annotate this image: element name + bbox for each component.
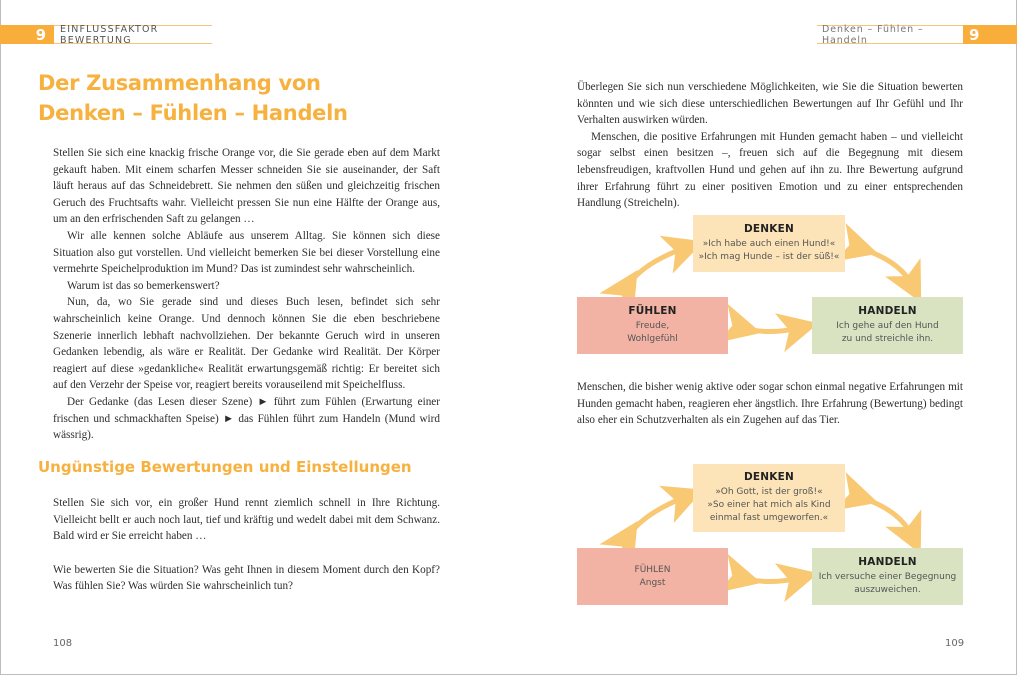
title-line: Denken – Fühlen – Handeln	[38, 101, 348, 125]
box-heading: HANDELN	[858, 305, 917, 317]
diagram-negative-cycle	[577, 464, 963, 604]
box-text: einmal fast umgeworfen.«	[709, 513, 829, 523]
box-text: Ich versuche einer Begegnung	[818, 572, 957, 582]
fuehlen-box	[577, 297, 728, 354]
paragraph: Der Gedanke (das Lesen dieser Szene) ► führt zum Fühlen (Erwartung einer frischen und schmackhaften Speise) ► das Fühlen führt zum Handeln (Mund wird wässrig).	[53, 395, 440, 442]
chapter-number-badge: 9	[0, 25, 54, 44]
denken-box	[693, 215, 845, 272]
handeln-box	[812, 548, 963, 605]
box-text: Angst	[639, 577, 666, 588]
paragraph: Stellen Sie sich vor, ein großer Hund rennt ziemlich schnell in Ihre Richtung. Vielleicht bellt er auch noch laut, tief und kräftig und wedelt dabei mit dem Schwanz. Bald wird er Sie erreicht haben …	[53, 497, 440, 543]
paragraph: Wie bewerten Sie die Situation? Was geht Ihnen in diesem Moment durch den Kopf? Was fühlen Sie? Was würden Sie wahrscheinlich tun?	[53, 563, 440, 593]
paragraph: Nun, da, wo Sie gerade sind und dieses Buch lesen, befindet sich sehr wahrscheinlich keine Orange. Und dennoch können Sie die eben beschriebene Szenerie innerlich lebhaft nachvollziehen. Der bekannte Geruch wird in unseren Gedanken lebendig, als wäre er Realität. Der Gedanke wird Realität. Der Körper reagiert auf diese »gedankliche« Realität erwartungsgemäß richtig: Er bereitet sich auf den Verzehr der Speise vor, reagiert bereits vorauseilend mit Speichelfluss.	[53, 296, 440, 392]
paragraph: Überlegen Sie sich nun verschiedene Möglichkeiten, wie Sie die Situation bewerten könnten und wie sich diese unterschiedlichen Bewertungen auf Ihr Gefühl und Ihr Verhalten auswirken würden.	[577, 81, 963, 127]
box-heading: FÜHLEN	[634, 564, 671, 575]
page-number: 109	[945, 638, 965, 649]
page-edge	[0, 0, 1, 675]
running-header-left	[0, 25, 212, 44]
box-heading: FÜHLEN	[628, 305, 677, 317]
chapter-title: EINFLUSSFAKTOR BEWERTUNG	[54, 25, 212, 44]
handeln-box	[812, 297, 963, 354]
box-text: »Ich habe auch einen Hund!«	[702, 239, 836, 249]
body-text-section	[53, 495, 440, 595]
title-line: Der Zusammenhang von	[38, 71, 321, 95]
paragraph: Stellen Sie sich eine knackig frische Orange vor, die Sie gerade eben auf dem Markt gekauft haben. Mit einem scharfen Messer schneiden Sie sie auseinander, der Saft läuft heraus auf das Schneidebrett. Sie nehmen den süßen und gleichzeitig frischen Geruch des Fruchtsafts wahr. Vielleicht pressen Sie nun eine Hälfte der Orange aus, um an den erfrischenden Saft zu gelangen …	[53, 147, 440, 226]
paragraph: Wir alle kennen solche Abläufe aus unserem Alltag. Sie können sich diese Situation also gut vorstellen. Und vielleicht bemerken Sie bei dieser Vorstellung eine vermehrte Speichelproduktion im Mund? Das ist zumindest sehr wahrscheinlich.	[53, 229, 440, 276]
denken-box	[693, 464, 845, 532]
box-heading: DENKEN	[744, 223, 794, 235]
box-text: Ich gehe auf den Hund	[836, 321, 939, 331]
box-heading: DENKEN	[744, 471, 794, 483]
running-header-right	[817, 25, 1017, 44]
chapter-number-badge: 9	[963, 25, 1017, 44]
box-text: Wohlgefühl	[627, 334, 678, 344]
fuehlen-box	[577, 548, 728, 605]
body-text-section	[577, 79, 963, 212]
box-text: zu und streichle ihn.	[841, 334, 934, 344]
box-text: auszuweichen.	[854, 585, 921, 595]
chapter-title: Denken – Fühlen – Handeln	[817, 25, 963, 44]
box-text: Freude,	[635, 321, 670, 331]
paragraph: Menschen, die positive Erfahrungen mit Hunden gemacht haben – und vielleicht sogar selbst einen besitzen –, freuen sich auf die Begegnung mit diesem lebensfreudigen, kraftvollen Hund und gehen auf ihn zu. Ihre Bewertung aufgrund ihrer Erfahrung führt zu einer positiven Emotion und zu einer entsprechenden Handlung (Streicheln).	[577, 130, 963, 210]
paragraph: Warum ist das so bemerkenswert?	[67, 279, 220, 292]
section-heading: Ungünstige Bewertungen und Einstellungen	[38, 458, 412, 476]
diagram-positive-cycle	[577, 215, 963, 355]
body-text-section	[577, 379, 963, 429]
box-text: »Oh Gott, ist der groß!«	[715, 487, 823, 497]
box-text: »So einer hat mich als Kind	[707, 500, 831, 510]
box-heading: HANDELN	[858, 556, 917, 568]
box-text: »Ich mag Hunde – ist der süß!«	[698, 252, 840, 262]
page-number: 108	[53, 638, 73, 649]
page-title	[38, 68, 458, 128]
paragraph: Menschen, die bisher wenig aktive oder sogar schon einmal negative Erfahrungen mit Hunden gemacht haben, reagieren eher ängstlich. Ihre Erfahrung (Bewertung) bedingt also eher ein Schutzverhalten als ein Zugehen auf das Tier.	[577, 381, 963, 427]
body-text-section	[53, 145, 440, 444]
